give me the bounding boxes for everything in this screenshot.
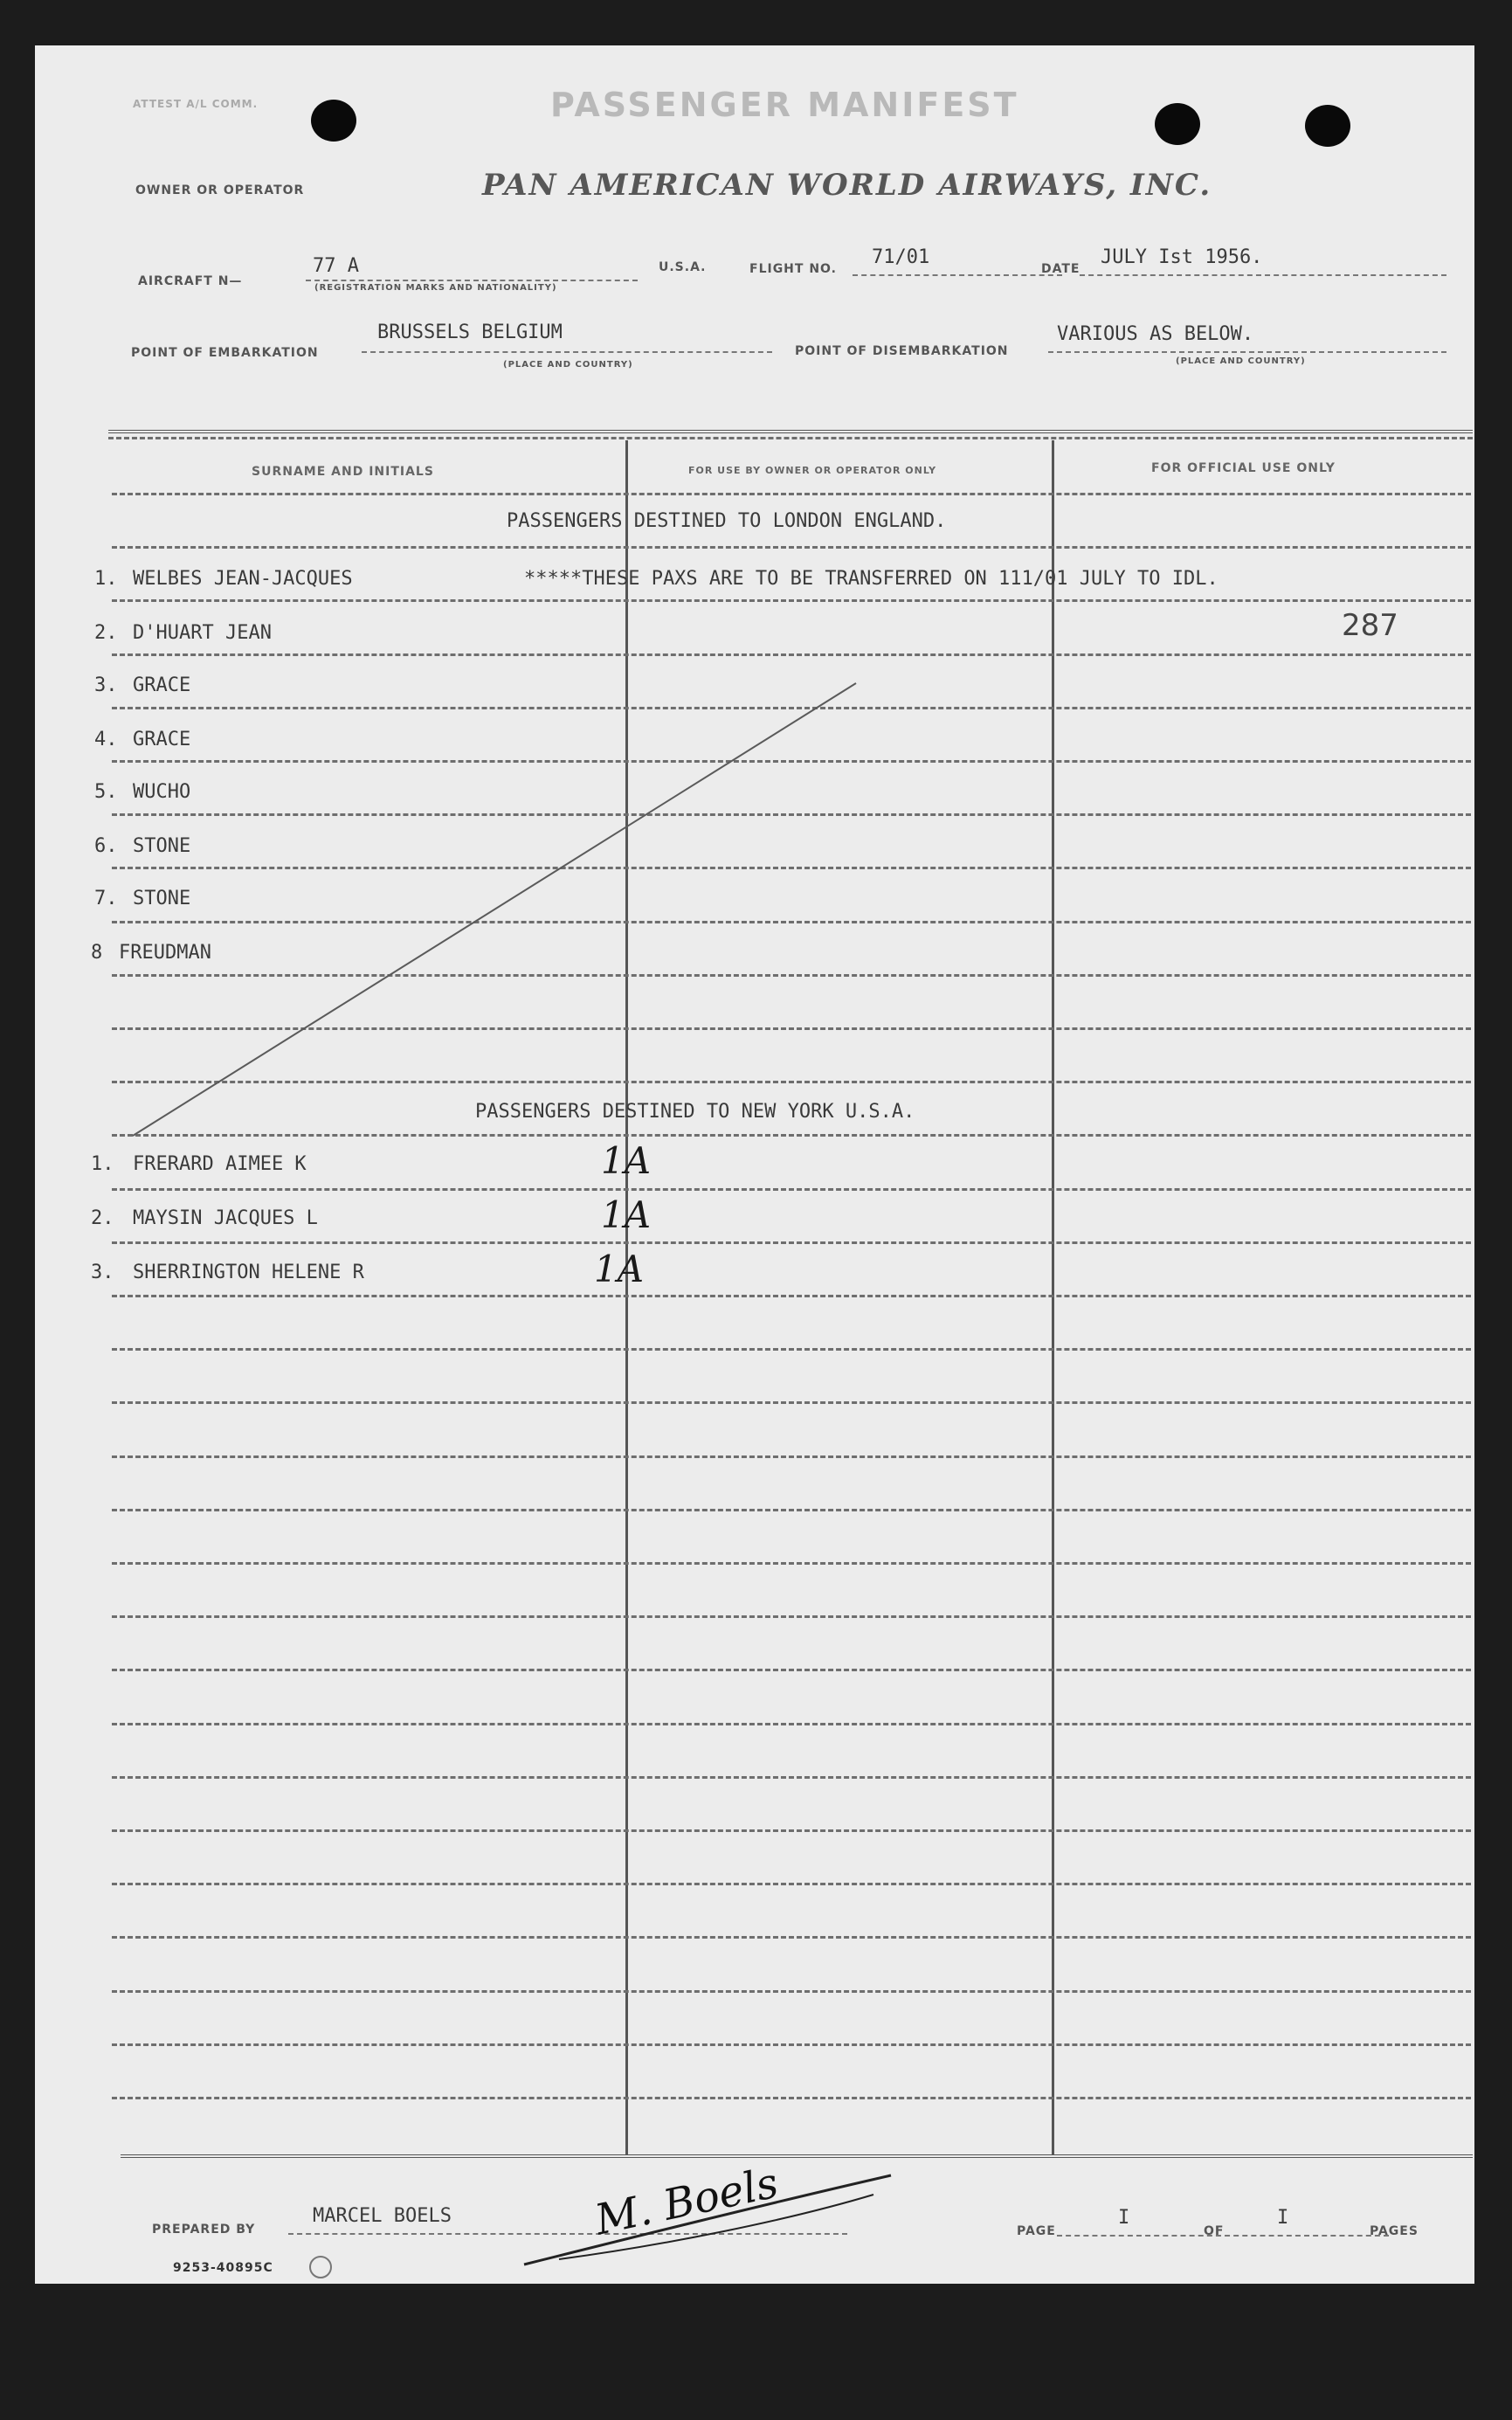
signature-flourish xyxy=(507,2168,926,2273)
passenger-name: GRACE xyxy=(133,729,191,750)
passenger-name: WUCHO xyxy=(133,781,191,803)
column-header-names: SURNAME AND INITIALS xyxy=(252,465,434,479)
list-item-number: 1. xyxy=(94,568,118,590)
disembark-sublabel: (PLACE AND COUNTRY) xyxy=(1176,356,1306,366)
passenger-name: FRERARD AIMEE K xyxy=(133,1153,307,1175)
class-mark: 1A xyxy=(601,1139,652,1182)
aircraft-label: AIRCRAFT N— xyxy=(138,274,243,288)
passenger-name: STONE xyxy=(133,835,191,857)
list-item-number: 1. xyxy=(91,1153,114,1175)
passenger-name: WELBES JEAN-JACQUES xyxy=(133,568,353,590)
section-heading-london: PASSENGERS DESTINED TO LONDON ENGLAND. xyxy=(507,510,947,532)
signature: M. Boels xyxy=(590,2158,783,2245)
disembark-value: VARIOUS AS BELOW. xyxy=(1057,323,1254,345)
class-mark: 1A xyxy=(601,1193,652,1236)
passenger-name: STONE xyxy=(133,888,191,909)
disembark-label: POINT OF DISEMBARKATION xyxy=(795,344,1009,358)
list-item-number: 7. xyxy=(94,888,118,909)
passenger-name: SHERRINGTON HELENE R xyxy=(133,1262,364,1283)
column-header-operator: FOR USE BY OWNER OR OPERATOR ONLY xyxy=(688,465,937,476)
flight-value: 71/01 xyxy=(872,246,930,268)
prepared-label: PREPARED BY xyxy=(152,2223,256,2237)
embark-value: BRUSSELS BELGIUM xyxy=(377,322,563,343)
list-item-number: 8 xyxy=(91,942,103,964)
section-heading-newyork: PASSENGERS DESTINED TO NEW YORK U.S.A. xyxy=(475,1101,915,1123)
list-item-number: 3. xyxy=(91,1262,114,1283)
embark-label: POINT OF EMBARKATION xyxy=(131,346,319,360)
page-title: PASSENGER MANIFEST xyxy=(550,86,1019,124)
page-label: PAGE xyxy=(1017,2224,1056,2238)
prepared-value: MARCEL BOELS xyxy=(313,2205,452,2227)
of-value: I xyxy=(1277,2207,1289,2229)
list-item-number: 4. xyxy=(94,729,118,750)
of-label: OF xyxy=(1204,2224,1225,2238)
owner-label: OWNER OR OPERATOR xyxy=(135,183,305,197)
attest-stamp: ATTEST A/L COMM. xyxy=(133,98,259,110)
passenger-name: GRACE xyxy=(133,674,191,696)
transfer-note: *****THESE PAXS ARE TO BE TRANSFERRED ON 111/01 JULY TO IDL. xyxy=(524,568,1219,590)
official-number: 287 xyxy=(1342,608,1398,643)
embark-sublabel: (PLACE AND COUNTRY) xyxy=(503,360,633,370)
passenger-name: D'HUART JEAN xyxy=(133,622,272,644)
list-item-number: 2. xyxy=(91,1207,114,1229)
column-header-official: FOR OFFICIAL USE ONLY xyxy=(1151,461,1336,475)
usa-label: U.S.A. xyxy=(659,260,707,274)
owner-value: PAN AMERICAN WORLD AIRWAYS, INC. xyxy=(482,168,1212,203)
manifest-sheet xyxy=(35,45,1474,2284)
list-item-number: 6. xyxy=(94,835,118,857)
printer-seal-icon xyxy=(309,2256,332,2278)
passenger-name: MAYSIN JACQUES L xyxy=(133,1207,318,1229)
list-item-number: 2. xyxy=(94,622,118,644)
date-value: JULY Ist 1956. xyxy=(1101,246,1263,268)
aircraft-value: 77 A xyxy=(313,255,359,277)
list-item-number: 5. xyxy=(94,781,118,803)
list-item-number: 3. xyxy=(94,674,118,696)
pages-label: PAGES xyxy=(1370,2224,1419,2238)
form-number: 9253-40895C xyxy=(173,2261,273,2275)
page-value: I xyxy=(1118,2207,1130,2229)
class-mark: 1A xyxy=(594,1248,645,1290)
flight-label: FLIGHT NO. xyxy=(749,262,837,276)
date-label: DATE xyxy=(1041,262,1080,276)
aircraft-sublabel: (REGISTRATION MARKS AND NATIONALITY) xyxy=(314,283,557,293)
passenger-name: FREUDMAN xyxy=(119,942,211,964)
